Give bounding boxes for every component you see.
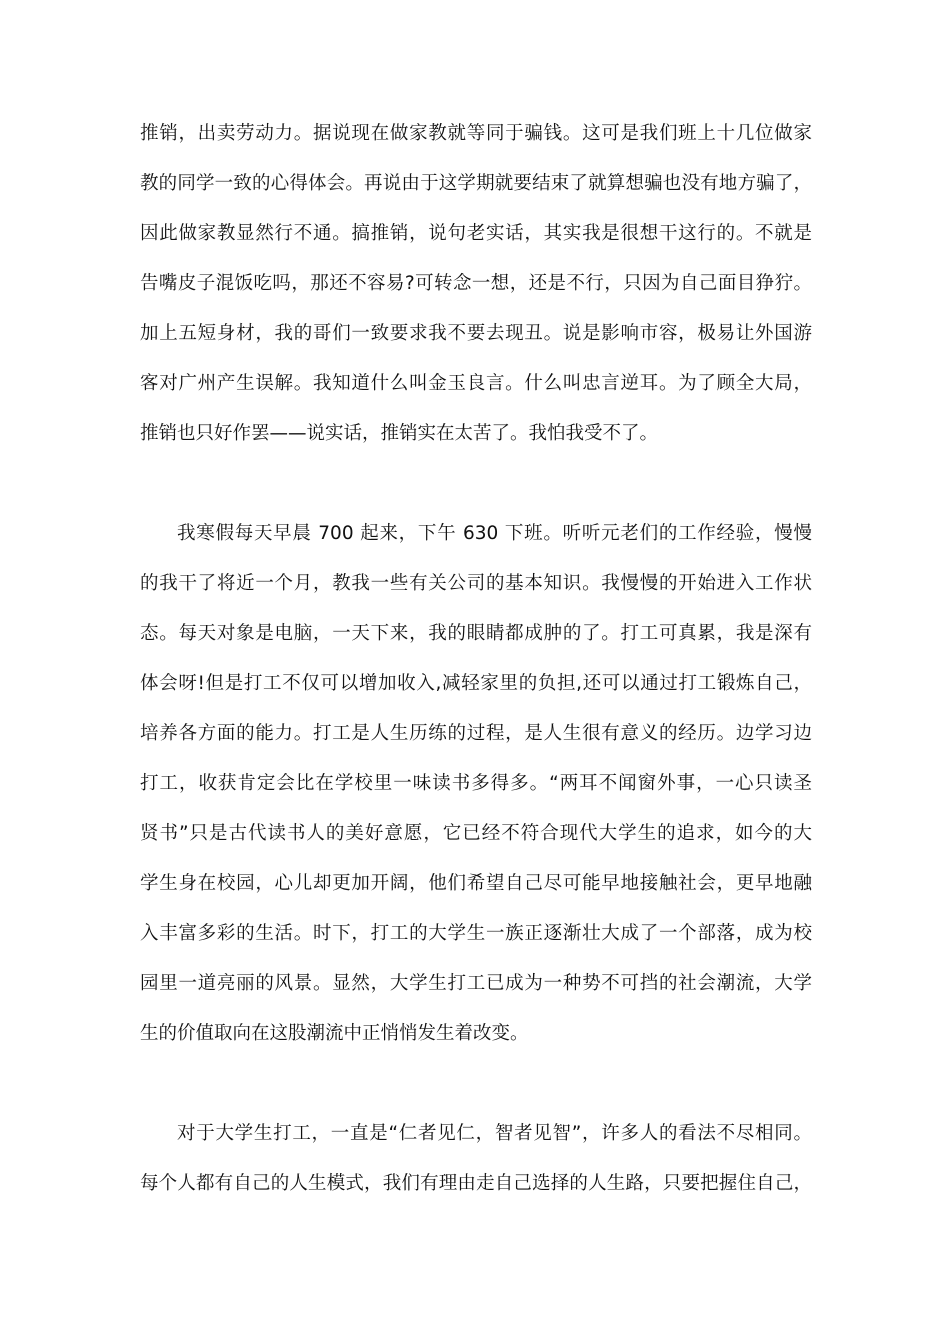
text-line: 的我干了将近一个月，教我一些有关公司的基本知识。我慢慢的开始进入工作状 [140, 573, 812, 594]
text-line: 生的价值取向在这股潮流中正悄悄发生着改变。 [140, 1023, 529, 1044]
text-line: 态。每天对象是电脑，一天下来，我的眼睛都成肿的了。打工可真累，我是深有 [140, 623, 812, 644]
text-line: 推销也只好作罢——说实话，推销实在太苦了。我怕我受不了。 [140, 423, 659, 444]
text-line: 因此做家教显然行不通。搞推销，说句老实话，其实我是很想干这行的。不就是 [140, 223, 812, 244]
text-line: 每个人都有自己的人生模式，我们有理由走自己选择的人生路，只要把握住自己， [140, 1173, 812, 1194]
text-line: 教的同学一致的心得体会。再说由于这学期就要结束了就算想骗也没有地方骗了， [140, 173, 812, 194]
text-line: 告嘴皮子混饭吃吗，那还不容易?可转念一想，还是不行，只因为自己面目狰狞。 [140, 273, 812, 294]
text-line: 推销，出卖劳动力。据说现在做家教就等同于骗钱。这可是我们班上十几位做家 [140, 123, 812, 144]
text-line: 我寒假每天早晨 700 起来，下午 630 下班。听听元老们的工作经验，慢慢 [177, 523, 812, 544]
text-line: 加上五短身材，我的哥们一致要求我不要去现丑。说是影响市容，极易让外国游 [140, 323, 812, 344]
text-line: 客对广州产生误解。我知道什么叫金玉良言。什么叫忠言逆耳。为了顾全大局， [140, 373, 812, 394]
text-line: 学生身在校园，心儿却更加开阔，他们希望自己尽可能早地接触社会，更早地融 [140, 873, 812, 894]
text-line: 培养各方面的能力。打工是人生历练的过程，是人生很有意义的经历。边学习边 [140, 723, 812, 744]
text-line: 贤书”只是古代读书人的美好意愿，它已经不符合现代大学生的追求，如今的大 [140, 823, 812, 844]
text-line: 入丰富多彩的生活。时下，打工的大学生一族正逐渐壮大成了一个部落，成为校 [140, 923, 812, 944]
text-line: 园里一道亮丽的风景。显然，大学生打工已成为一种势不可挡的社会潮流，大学 [140, 973, 812, 994]
text-line: 打工，收获肯定会比在学校里一味读书多得多。“两耳不闻窗外事，一心只读圣 [140, 773, 812, 794]
text-line: 对于大学生打工，一直是“仁者见仁，智者见智”，许多人的看法不尽相同。 [177, 1123, 812, 1144]
text-line: 体会呀!但是打工不仅可以增加收入,减轻家里的负担,还可以通过打工锻炼自己， [140, 673, 812, 694]
